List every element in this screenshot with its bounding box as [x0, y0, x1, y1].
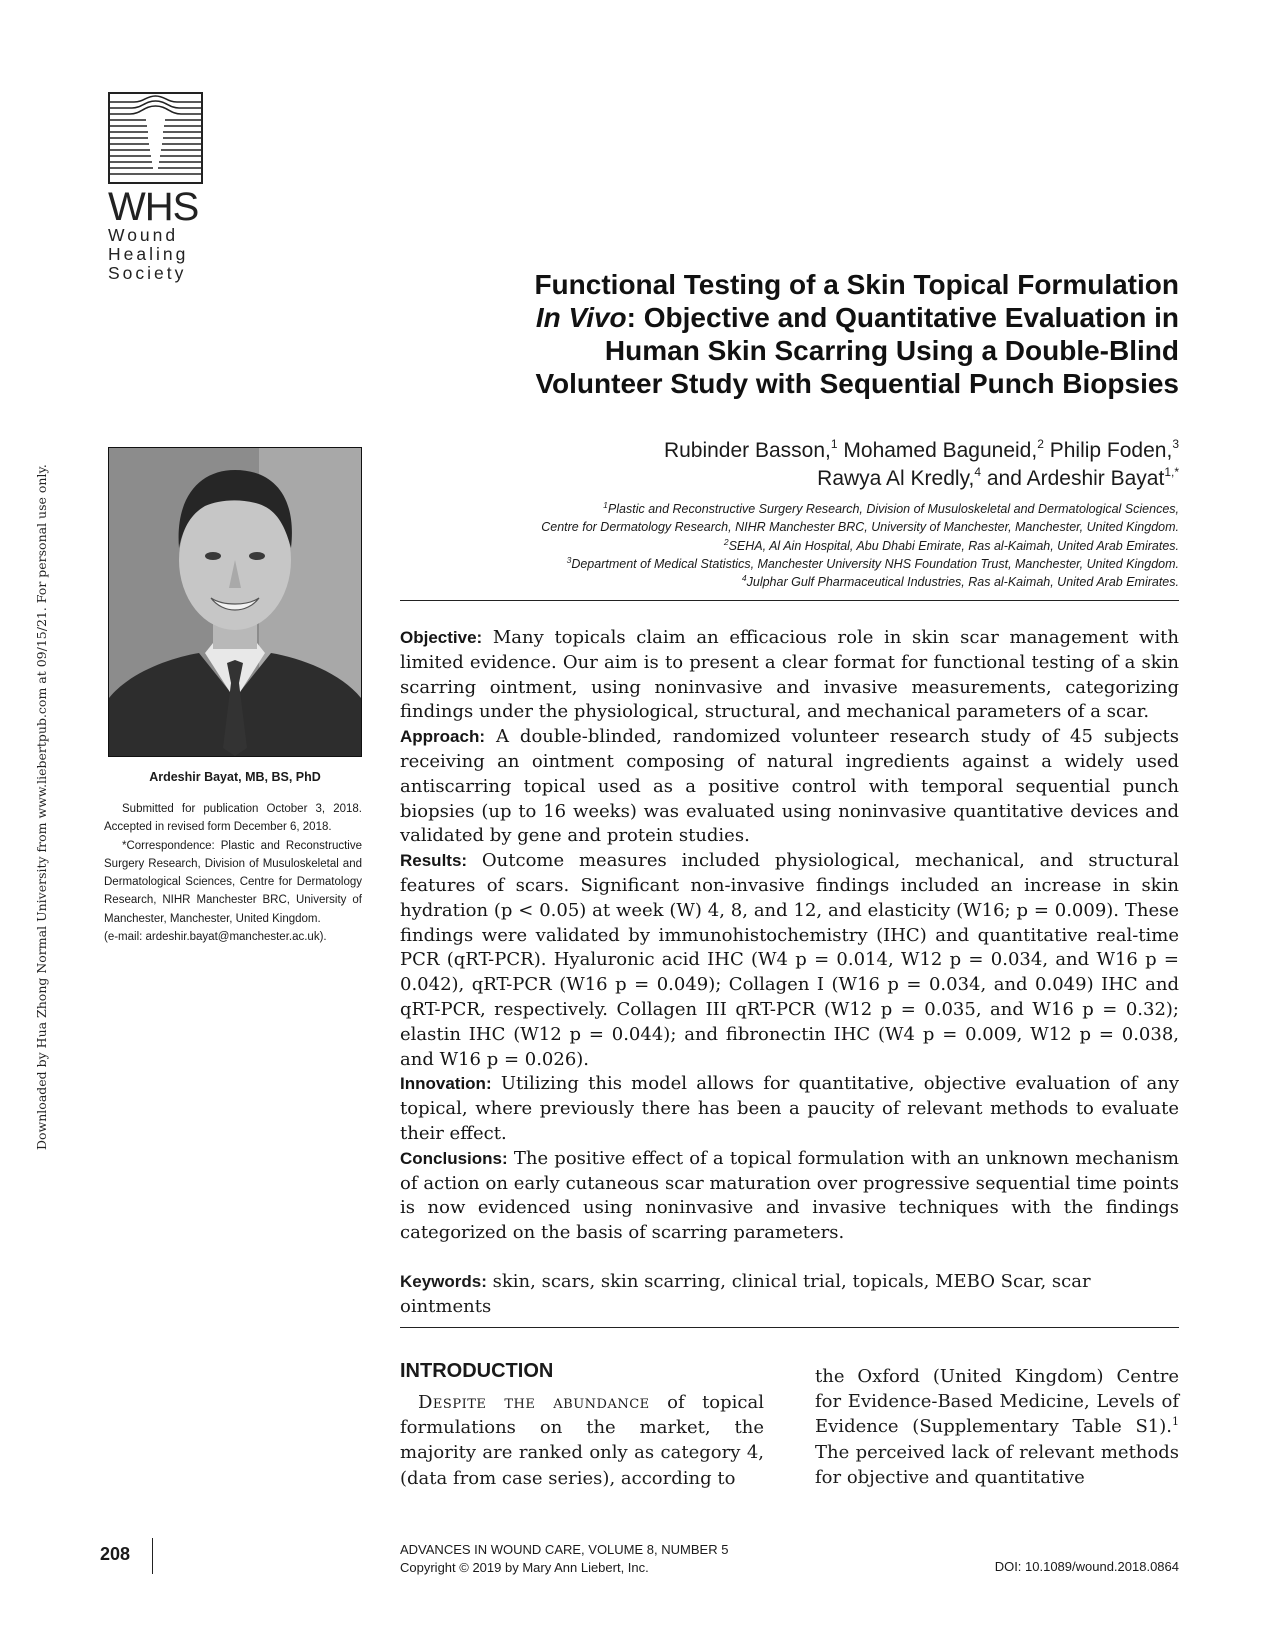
title-line-4: Volunteer Study with Sequential Punch Biopsies: [535, 368, 1179, 399]
affiliation-2: [399, 537, 1179, 555]
photo-caption: Ardeshir Bayat, MB, BS, PhD: [149, 770, 321, 784]
journal-volume: ADVANCES IN WOUND CARE, VOLUME 8, NUMBER 5: [400, 1542, 729, 1557]
author-affil-sup: 3: [1172, 437, 1179, 451]
affil-text: Plastic and Reconstructive Surgery Research, Division of Musuloskeletal and Dermatological Sciences,: [607, 502, 1179, 516]
affil-text: Department of Medical Statistics, Manchester University NHS Foundation Trust, Manchester, United Kingdom.: [571, 556, 1179, 571]
affil-text: Julphar Gulf Pharmaceutical Industries, Ras al-Kaimah, United Arab Emirates.: [746, 575, 1179, 590]
results-label: Results:: [400, 851, 468, 871]
submission-dates: Submitted for publication October 3, 2018. Accepted in revised form December 6, 2018.: [104, 803, 362, 834]
approach-label: Approach:: [400, 727, 485, 747]
correspondence-email: (e-mail: ardeshir.bayat@manchester.ac.uk).: [104, 931, 327, 944]
keywords: [400, 1270, 1179, 1320]
whs-logo-emblem-icon: [108, 92, 203, 184]
author-line-2: [419, 465, 1179, 493]
title-line-2: [419, 301, 1179, 334]
affil-sup: 4: [741, 573, 747, 584]
logo-word-healing: Healing: [108, 244, 189, 264]
abstract-objective: [400, 626, 1179, 725]
keywords-text: skin, scars, skin scarring, clinical trial, topicals, MEBO Scar, scar ointments: [400, 1271, 1091, 1317]
abstract-conclusions: [400, 1147, 1179, 1246]
objective-label: Objective:: [400, 628, 483, 647]
keywords-label: Keywords:: [400, 1272, 487, 1291]
intro-right-text: the Oxford (United Kingdom) Centre for Evidence-Based Medicine, Levels of Evidence (Supplementary Table S1).: [815, 1366, 1179, 1438]
correspondence: *Correspondence: Plastic and Reconstructive Surgery Research, Division of Musuloskeletal and Dermatological Sciences, Centre for Dermatology Research, NIHR Manchester BRC, University of Manchester, Manchester, United Kingdom.: [104, 839, 362, 925]
author-portrait-icon: [109, 448, 361, 756]
submission-notes: [104, 800, 362, 946]
abstract-innovation: [400, 1072, 1179, 1146]
logo-word-wound: Wound: [108, 225, 179, 245]
reference-sup: 1: [1172, 1415, 1179, 1429]
affil-text: SEHA, Al Ain Hospital, Abu Dhabi Emirate, Ras al-Kaimah, United Arab Emirates.: [728, 538, 1179, 553]
title-line-1: Functional Testing of a Skin Topical Formulation: [534, 269, 1179, 300]
author-name: Mohamed Baguneid,: [837, 439, 1038, 462]
title-italic-phrase: In Vivo: [535, 302, 627, 333]
author-name: Philip Foden,: [1043, 439, 1173, 462]
title-line-3: Human Skin Scarring Using a Double-Blind: [604, 335, 1179, 366]
objective-text: Many topicals claim an efficacious role in skin scar management with limited evidence. Our aim is to present a clear format for functional testing of a skin scarring ointment, using noninvasive and invasive measurements, categorizing findings under the physiological, structural, and mechanical parameters of a scar.: [400, 627, 1179, 723]
innovation-label: Innovation:: [400, 1074, 492, 1094]
logo-abbreviation: WHS: [108, 185, 199, 229]
affiliations: [399, 500, 1179, 591]
page-number-divider: [152, 1538, 153, 1574]
affiliation-4: [399, 573, 1179, 591]
author-name: and Ardeshir Bayat: [981, 467, 1165, 490]
affil-sup: 1: [603, 500, 608, 510]
affiliation-1-line-2: Centre for Dermatology Research, NIHR Manchester BRC, University of Manchester, Manchester, United Kingdom.: [541, 520, 1179, 535]
body-column-left: [400, 1390, 764, 1491]
section-heading-introduction: INTRODUCTION: [400, 1360, 554, 1382]
intro-left-text: of topical formulations on the market, the majority are ranked only as category 4, (data from case series), according to: [400, 1392, 764, 1489]
divider-top: [400, 600, 1179, 601]
lead-in-small-caps: Despite the abundance: [418, 1392, 650, 1413]
author-affil-sup: 1,*: [1164, 465, 1179, 479]
logo-word-society: Society: [108, 263, 187, 283]
article-title: [419, 268, 1179, 400]
page-number: 208: [100, 1544, 131, 1564]
author-name: Rubinder Basson,: [663, 439, 831, 462]
conclusions-text: The positive effect of a topical formulation with an unknown mechanism of action on early cutaneous scar maturation over progressive sequential time points is now evidenced using noninvasive and invasive techniques with the findings categorized on the basis of scarring parameters.: [400, 1147, 1179, 1244]
conclusions-label: Conclusions:: [400, 1148, 508, 1168]
author-affil-sup: 2: [1037, 437, 1044, 451]
title-line-2-rest: : Objective and Quantitative Evaluation in: [626, 302, 1179, 333]
author-name: Rawya Al Kredly,: [817, 467, 975, 490]
divider-bottom: [400, 1327, 1179, 1328]
author-line-1: [419, 437, 1179, 465]
affiliation-1-line-1: [399, 500, 1179, 518]
download-notice: Downloaded by Hua Zhong Normal University from www.liebertpub.com at 09/15/21. For personal use only.: [34, 464, 49, 1150]
approach-text: A double-blinded, randomized volunteer research study of 45 subjects receiving an ointment composing of natural ingredients against a widely used antiscarring topical used as a positive control with temporal sequential punch biopsies (up to 16 weeks) was evaluated using noninvasive quantitative devices and validated by gene and protein studies.: [400, 726, 1179, 847]
abstract-approach: [400, 725, 1179, 849]
abstract: [400, 626, 1179, 1246]
journal-info: [400, 1541, 728, 1577]
intro-right-text-2: The perceived lack of relevant methods for objective and quantitative: [815, 1441, 1179, 1488]
author-affil-sup: 4: [974, 465, 982, 479]
results-text: Outcome measures included physiological, mechanical, and structural features of scars. Significant non-invasive findings included an increase in skin hydration (p < 0.05) at week (W) 4, 8, and 12, and elasticity (W16; p = 0.009). These findings were validated by immunohistochemistry (IHC) and quantitative real-time PCR (qRT-PCR). Hyaluronic acid IHC (W4 p = 0.014, W12 p = 0.034, and W16 p = 0.042), qRT-PCR (W16 p = 0.049); Collagen I (W16 p = 0.034, and 0.049) IHC and qRT-PCR, respectively. Collagen III qRT-PCR (W12 p = 0.035, and W16 p = 0.32); elastin IHC (W12 p = 0.044); and fibronectin IHC (W4 p = 0.009, W12 p = 0.038, and W16 p = 0.026).: [400, 850, 1179, 1070]
copyright: Copyright © 2019 by Mary Ann Liebert, Inc.: [400, 1560, 649, 1575]
author-photo: [108, 447, 362, 757]
whs-logo: [108, 92, 203, 283]
affiliation-3: [399, 555, 1179, 573]
innovation-text: Utilizing this model allows for quantitative, objective evaluation of any topical, where previously there has been a paucity of relevant methods to evaluate their effect.: [400, 1073, 1179, 1144]
affil-sup: 3: [566, 554, 572, 565]
author-list: [419, 437, 1179, 493]
abstract-results: [400, 849, 1179, 1072]
body-column-right: [815, 1364, 1179, 1490]
author-affil-sup: 1: [830, 437, 838, 451]
affil-sup: 2: [723, 536, 729, 547]
doi: DOI: 10.1089/wound.2018.0864: [994, 1559, 1179, 1574]
